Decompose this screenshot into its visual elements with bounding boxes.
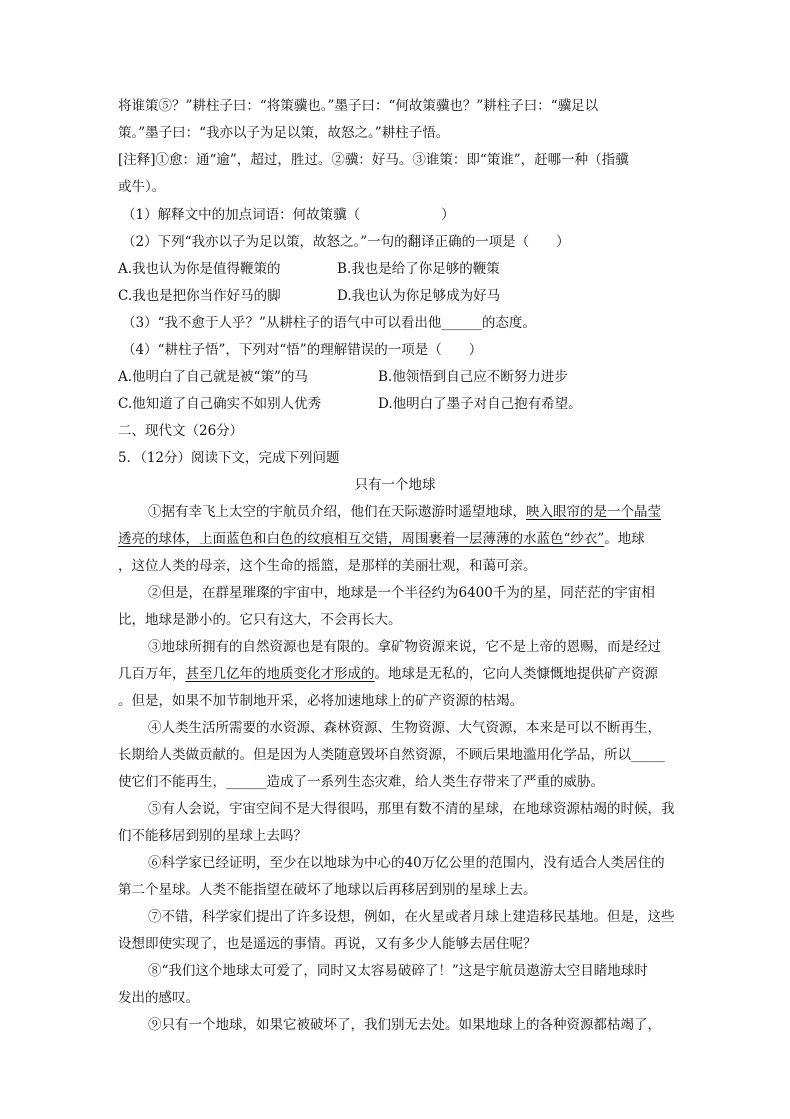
- paragraph-5-line: ⑤有人会说，宇宙空间不是大得很吗，那里有数不清的星球，在地球资源枯竭的时候，我: [148, 801, 675, 817]
- paragraph-text: 。地球: [604, 531, 645, 547]
- question-1: （1）解释文中的加点词语：何故策骥（ ）: [122, 207, 455, 223]
- paragraph-4-line: 使它们不能再生，______造成了一系列生态灾难，给人类生存带来了严重的威胁。: [118, 774, 604, 790]
- underlined-text: 甚至几亿年的地质变化才形成的: [185, 666, 375, 682]
- paragraph-2-line: ②但是，在群星璀璨的宇宙中，地球是一个半径约为6400千为的星，同茫茫的宇宙相: [148, 585, 655, 601]
- question-4-option-d: D.他明白了墨子对自己抱有希望。: [378, 396, 582, 412]
- question-5-stem: 5．（12分）阅读下文，完成下列问题: [118, 450, 340, 466]
- paragraph-1-line: [148, 502, 661, 522]
- paragraph-5-line: 们不能移居到别的星球上去吗？: [118, 828, 307, 844]
- underlined-text: 透亮的球体，上面蓝色和白色的纹痕相互交错，周围裹着一层薄薄的水蓝色“纱衣”: [118, 531, 605, 547]
- paragraph-3-line: ③地球所拥有的自然资源也是有限的。拿矿物资源来说，它不是上帝的恩赐，而是经过: [148, 639, 661, 655]
- article-title: 只有一个地球: [354, 477, 436, 493]
- paragraph-7-line: 设想即使实现了，也是遥远的事情。再说，又有多少人能够去居住呢？: [118, 936, 537, 952]
- paragraph-8-line: 发出的感叹。: [118, 990, 199, 1006]
- paragraph-4-line: ④人类生活所需要的水资源、森林资源、生物资源、大气资源，本来是可以不断再生，: [148, 720, 661, 736]
- paragraph-8-line: ⑧“我们这个地球太可爱了，同时又太容易破碎了！”这是宇航员遨游太空目睹地球时: [148, 963, 648, 979]
- question-2-option-d: D.我也认为你足够成为好马: [337, 288, 501, 304]
- paragraph-3-line: 。但是，如果不加节制地开采，必将加速地球上的矿产资源的枯竭。: [118, 693, 523, 709]
- annotation-line: [注释]①愈：通“逾”，超过，胜过。②骥：好马。③谁策：即“策谁”，赶哪一种（指骥: [118, 152, 629, 168]
- paragraph-1-line: [118, 529, 645, 549]
- annotation-line: 或牛）。: [118, 179, 166, 195]
- question-2-option-c: C.我也是把你当作好马的脚: [118, 288, 281, 304]
- paragraph-6-line: 第二个星球。人类不能指望在破坏了地球以后再移居到别的星球上去。: [118, 882, 537, 898]
- paragraph-2-line: 比，地球是渺小的。它只有这大，不会再长大。: [118, 612, 402, 628]
- paragraph-1-line: ，这位人类的母亲，这个生命的摇篮，是那样的美丽壮观，和蔼可亲。: [118, 558, 537, 574]
- question-4-option-c: C.他知道了自己确实不如别人优秀: [118, 396, 322, 412]
- paragraph-9-line: ⑨只有一个地球，如果它被破坏了，我们别无去处。如果地球上的各种资源都枯竭了，: [148, 1017, 661, 1033]
- question-4-option-a: A.他明白了自己就是被“策”的马: [118, 369, 308, 385]
- paragraph-3-line: [118, 664, 658, 684]
- section-heading: 二、现代文（26分）: [118, 423, 244, 439]
- paragraph-6-line: ⑥科学家已经证明，至少在以地球为中心的40万亿公里的范围内，没有适合人类居住的: [148, 855, 665, 871]
- question-2-stem: （2）下列“我亦以子为足以策，故怒之。”一句的翻译正确的一项是（ ）: [122, 234, 570, 250]
- paragraph-text: 几百万年，: [118, 666, 186, 682]
- question-3: （3）“我不愈于人乎？”从耕柱子的语气中可以看出他______的态度。: [122, 315, 536, 331]
- passage-line: 将谁策⑤？”耕柱子曰：“将策骥也。”墨子曰：“何故策骥也？”耕柱子曰：“骥足以: [118, 98, 599, 114]
- question-4-stem: （4）“耕柱子悟”，下列对“悟”的理解错误的一项是（ ）: [122, 342, 483, 358]
- passage-line: 策。”墨子曰：“我亦以子为足以策，故怒之。”耕柱子悟。: [118, 125, 450, 141]
- question-2-option-b: B.我也是给了你足够的鞭策: [337, 261, 500, 277]
- paragraph-7-line: ⑦不错，科学家们提出了许多设想，例如，在火星或者月球上建造移民基地。但是，这些: [148, 909, 675, 925]
- question-4-option-b: B.他领悟到自己应不断努力进步: [378, 369, 568, 385]
- paragraph-4-line: 长期给人类做贡献的。但是因为人类随意毁坏自然资源，不顾后果地滥用化学品，所以_____: [118, 747, 665, 763]
- question-2-option-a: A.我也认为你是值得鞭策的: [118, 261, 281, 277]
- underlined-text: 映入眼帘的是一个晶莹: [526, 504, 661, 520]
- paragraph-text: ①据有幸飞上太空的宇航员介绍，他们在天际遨游时遥望地球，: [148, 504, 526, 520]
- paragraph-text: 。地球是无私的，它向人类慷慨地提供矿产资源: [374, 666, 658, 682]
